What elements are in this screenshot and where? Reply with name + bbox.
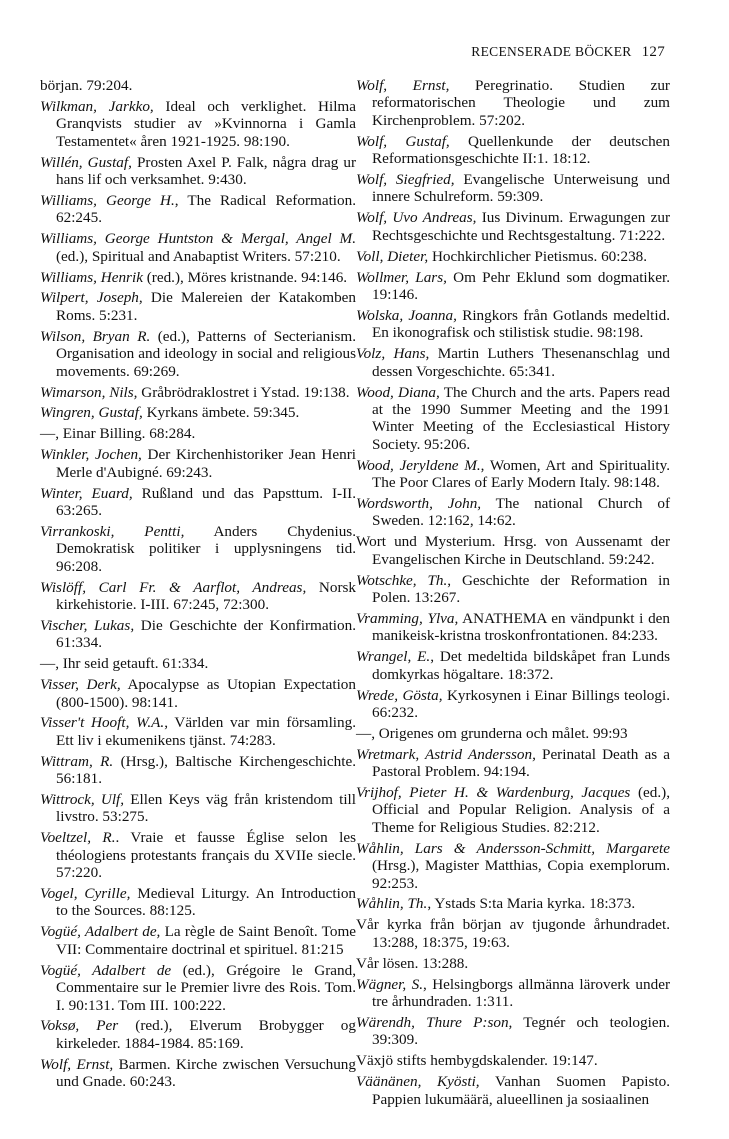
index-entry — [356, 171, 670, 206]
index-entry — [356, 1052, 670, 1069]
entry-author: Wolska, Joanna, — [356, 306, 457, 324]
left-column — [40, 77, 356, 1094]
index-entry — [356, 725, 670, 742]
index-entry — [40, 404, 356, 421]
entry-author: Wilkman, Jarkko, — [40, 97, 154, 115]
entry-author: Vramming, Ylva, — [356, 609, 459, 627]
entry-text: , Helsingborgs allmänna läroverk under tre århundraden. 1:311. — [372, 975, 670, 1010]
entry-author: Wåhlin, Th. — [356, 895, 428, 913]
entry-text: Medieval Liturgy. An Introduction to the Sources. 88:125. — [56, 885, 357, 920]
index-entry — [356, 77, 670, 129]
entry-text: —, Origenes om grunderna och målet. 99:93 — [356, 724, 628, 742]
entry-author: Väänänen, Kyösti, — [356, 1073, 480, 1091]
index-entry — [356, 1014, 670, 1049]
right-column — [356, 77, 670, 1111]
entry-author: Wolf, Gustaf, — [356, 132, 450, 150]
entry-text: (ed.), Spiritual and Anabaptist Writers. 57:210. — [56, 247, 341, 265]
index-entry — [356, 384, 670, 454]
entry-text: Tegnér och teologien. 39:309. — [372, 1013, 670, 1049]
entry-text: Anders Chydenius. Demokratisk politiker i upplysningens tid. 96:208. — [56, 522, 357, 575]
entry-text: Ius Divinum. Erwagungen zur Rechtsgeschichte und Rechtsgestaltung. 71:222. — [372, 209, 671, 244]
index-entry — [356, 572, 670, 607]
entry-text: Quellenkunde der deutschen Reformationsgeschichte II:1. 18:12. — [372, 132, 671, 168]
entry-text: The national Church of Sweden. 12:162, 14:62. — [372, 494, 671, 530]
entry-text: Peregrinatio. Studien zur reformatorischen Theologie und zum Kirchenproblem. 57:202. — [372, 77, 670, 129]
entry-author: Willén, Gustaf, — [40, 153, 132, 171]
index-entry — [40, 77, 356, 94]
entry-author: Wordsworth, John, — [356, 494, 482, 512]
entry-author: Vrijhof, Pieter H. & Wardenburg, Jacques — [356, 784, 631, 802]
index-entry — [356, 610, 670, 645]
entry-text: . Vraie et fausse Église selon les théologiens protestants français du XVIIe siecle. 57:220. — [56, 829, 356, 882]
index-entry — [356, 1073, 670, 1108]
index-entry — [356, 133, 670, 168]
entry-author: Williams, George Huntston & Mergal, Angel M. — [40, 230, 356, 248]
entry-author: Wolf, Ernst, — [356, 77, 450, 94]
entry-text: , Det medeltida bildskåpet fran Lunds domkyrkas högaltare. 18:372. — [372, 648, 670, 683]
entry-text: Die Malereien der Katakomben Roms. 5:231. — [56, 289, 357, 324]
index-entry — [356, 784, 670, 836]
entry-author: Wåhlin, Lars & Andersson-Schmitt, Margarete — [356, 839, 670, 857]
entry-author: Wollmer, Lars, — [356, 268, 447, 286]
entry-text: —, Ihr seid getauft. 61:334. — [40, 655, 209, 673]
entry-text: Der Kirchenhistoriker Jean Henri Merle d'Aubigné. 69:243. — [56, 446, 357, 481]
entry-author: Vogüé, Adalbert de — [40, 961, 172, 979]
index-entry — [356, 955, 670, 972]
index-entry — [356, 209, 670, 244]
entry-text: ANATHEMA en vändpunkt i den manikeisk-kristna troskonfrontationen. 84:233. — [372, 609, 671, 645]
entry-author: Wägner, S. — [356, 975, 423, 993]
entry-author: Winter, Euard, — [40, 484, 133, 502]
entry-author: Visser't Hooft, W.A. — [40, 714, 165, 732]
entry-text: Ellen Keys väg från kristendom till livstro. 53:275. — [56, 791, 356, 826]
entry-text: , Geschichte der Reformation in Polen. 13:267. — [372, 571, 670, 606]
entry-text: (ed.), Official and Popular Religion. Analysis of a Theme for Religious Studies. 82:212. — [372, 784, 671, 836]
entry-author: Volz, Hans, — [356, 345, 430, 363]
entry-author: Virrankoski, Pentti, — [40, 522, 185, 540]
index-entry — [356, 840, 670, 892]
index-entry — [40, 485, 356, 520]
entry-text: Om Pehr Eklund som dogmatiker. 19:146. — [372, 268, 671, 303]
entry-text: (Hrsg.), Magister Matthias, Copia exemplorum. 92:253. — [372, 857, 670, 892]
index-entry — [40, 617, 356, 652]
entry-author: Wretmark, Astrid Andersson, — [356, 745, 536, 763]
index-entry — [356, 495, 670, 530]
entry-author: Voeltzel, R. — [40, 829, 116, 847]
entry-author: Wilpert, Joseph, — [40, 289, 143, 307]
index-entry — [356, 307, 670, 342]
index-entry — [356, 457, 670, 492]
entry-text: Prosten Axel P. Falk, några drag ur hans lif och verksamhet. 9:430. — [56, 153, 356, 189]
index-entry — [356, 533, 670, 568]
index-entry — [40, 1056, 356, 1091]
entry-text: Vår kyrka från början av tjugonde århundradet. 13:288, 18:375, 19:63. — [356, 916, 670, 951]
index-entry — [356, 345, 670, 380]
entry-text: Martin Luthers Thesenanschlag und dessen Vorgeschichte. 65:341. — [372, 345, 670, 380]
entry-author: Wittrock, Ulf, — [40, 791, 125, 809]
index-entry — [40, 425, 356, 442]
index-entry — [356, 269, 670, 304]
entry-author: Wislöff, Carl Fr. & Aarflot, Andreas, — [40, 578, 307, 596]
entry-text: Ringkors från Gotlands medeltid. En ikonografisk och stilistisk studie. 98:198. — [372, 306, 671, 342]
entry-author: Visser, Derk, — [40, 676, 121, 694]
entry-author: Wolf, Ernst, — [40, 1055, 114, 1073]
entry-text: (Hrsg.), Baltische Kirchengeschichte. 56:181. — [56, 752, 356, 788]
entry-author: Williams, George H. — [40, 191, 175, 209]
entry-text: Apocalypse as Utopian Expectation (800-1500). 98:141. — [56, 676, 356, 711]
entry-author: Vischer, Lukas, — [40, 616, 135, 634]
entry-author: Wolf, Siegfried, — [356, 171, 455, 189]
entry-text: Perinatal Death as a Pastoral Problem. 94:194. — [372, 745, 670, 781]
entry-author: Wimarson, Nils, — [40, 383, 138, 401]
entry-text: Evangelische Unterweisung und innere Schulreform. 59:309. — [372, 171, 671, 206]
index-entry — [356, 976, 670, 1011]
entry-text: La règle de Saint Benoît. Tome VII: Commentaire doctrinal et spirituel. 81:215 — [56, 923, 356, 958]
entry-text: , Women, Art and Spirituality. The Poor Clares of Early Modern Italy. 98:148. — [372, 456, 671, 492]
index-entry — [40, 192, 356, 227]
entry-text: Die Geschichte der Konfirmation. 61:334. — [56, 616, 356, 652]
index-entry — [40, 289, 356, 324]
entry-text: (ed.), Patterns of Secterianism. Organisation and ideology in social and religious movements. 69:269. — [56, 327, 356, 380]
entry-text: Växjö stifts hembygdskalender. 19:147. — [356, 1052, 598, 1070]
index-entry — [40, 269, 356, 286]
entry-text: The Church and the arts. Papers read at the 1990 Summer Meeting and the 1991 Winter Meeting of the Ecclesiastical History Society. 95:206. — [372, 383, 670, 453]
entry-text: Kyrkans ämbete. 59:345. — [142, 404, 300, 422]
index-entry — [356, 687, 670, 722]
entry-text: Wort und Mysterium. Hrsg. von Aussenamt der Evangelischen Kirche in Deutschland. 59:242. — [356, 533, 670, 568]
entry-text: (red.), Elverum Brobygger og kirkeleder. 1884-1984. 85:169. — [56, 1017, 356, 1052]
entry-author: Voksø, Per — [40, 1017, 119, 1035]
entry-author: Voll, Dieter, — [356, 247, 429, 265]
entry-text: Barmen. Kirche zwischen Versuchung und Gnade. 60:243. — [56, 1055, 356, 1091]
index-entry — [40, 384, 356, 401]
entry-text: (ed.), Grégoire le Grand, Commentaire sur le Premier livre des Rois. Tom. I. 90:131. Tom III. 100:222. — [56, 961, 356, 1014]
entry-author: Vogüé, Adalbert de, — [40, 923, 161, 941]
entry-author: Vogel, Cyrille, — [40, 885, 131, 903]
index-entry — [40, 714, 356, 749]
index-entry — [356, 648, 670, 683]
index-entry — [356, 916, 670, 951]
index-entry — [40, 655, 356, 672]
index-entry — [40, 962, 356, 1014]
entry-author: Wingren, Gustaf, — [40, 404, 143, 422]
index-entry — [356, 746, 670, 781]
index-entry — [40, 829, 356, 881]
entry-text: Vanhan Suomen Papisto. Pappien lukumäärä, alueellinen ja sosiaalinen — [372, 1073, 671, 1108]
running-header — [471, 44, 665, 61]
entry-text: Rußland und das Papsttum. I-II. 63:265. — [56, 484, 356, 519]
index-entry — [40, 328, 356, 380]
index-entry — [40, 923, 356, 958]
entry-text: Ideal och verklighet. Hilma Granqvists studier av »Kvinnorna i Gamla Testamentet« åren 1921-1925. 98:190. — [56, 97, 356, 150]
index-entry — [40, 446, 356, 481]
entry-author: Wolf, Uvo Andreas, — [356, 209, 477, 227]
index-entry — [40, 523, 356, 575]
index-entry — [40, 885, 356, 920]
index-entry — [40, 230, 356, 265]
index-entry — [40, 154, 356, 189]
entry-text: Norsk kirkehistorie. I-III. 67:245, 72:300. — [56, 578, 357, 613]
index-entry — [40, 753, 356, 788]
index-entry — [40, 676, 356, 711]
index-entry — [40, 791, 356, 826]
entry-text: —, Einar Billing. 68:284. — [40, 425, 196, 443]
entry-text: (red.), Möres kristnande. 94:146. — [142, 268, 348, 286]
entry-text: Hochkirchlicher Pietismus. 60:238. — [428, 247, 648, 265]
index-entry — [356, 895, 670, 912]
index-entry — [40, 579, 356, 614]
entry-author: Wotschke, Th. — [356, 571, 448, 589]
running-title: RECENSERADE BÖCKER — [471, 44, 632, 59]
entry-author: Wilson, Bryan R. — [40, 327, 151, 345]
index-entry — [40, 1017, 356, 1052]
index-entry — [356, 248, 670, 265]
entry-author: Williams, Henrik — [40, 268, 143, 286]
entry-text: början. 79:204. — [40, 77, 133, 94]
entry-author: Wittram, R. — [40, 752, 114, 770]
entry-text: Gråbrödraklostret i Ystad. 19:138. — [137, 383, 350, 401]
entry-author: Wood, Diana, — [356, 383, 440, 401]
entry-text: , Världen var min församling. Ett liv i ekumenikens tjänst. 74:283. — [56, 714, 356, 749]
index-entry — [40, 98, 356, 150]
page-number: 127 — [641, 44, 665, 60]
entry-author: Wrede, Gösta, — [356, 686, 443, 704]
entry-text: , The Radical Reformation. 62:245. — [56, 191, 356, 227]
entry-text: , Ystads S:ta Maria kyrka. 18:373. — [427, 895, 636, 913]
entry-text: Kyrkosynen i Einar Billings teologi. 66:232. — [372, 686, 670, 721]
entry-author: Wrangel, E. — [356, 648, 431, 666]
entry-author: Wärendh, Thure P:son, — [356, 1013, 513, 1031]
entry-author: Wood, Jeryldene M. — [356, 456, 481, 474]
entry-author: Winkler, Jochen, — [40, 446, 142, 464]
entry-text: Vår lösen. 13:288. — [356, 954, 469, 972]
